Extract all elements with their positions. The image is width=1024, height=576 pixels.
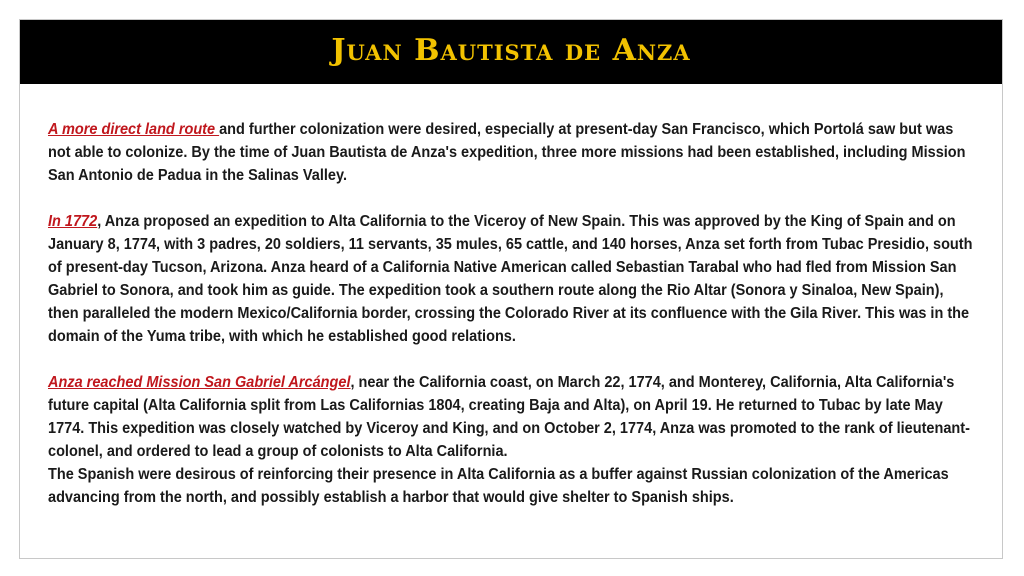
body-content bbox=[48, 118, 978, 509]
paragraph-text: , near the California coast, on March 22, 1774, and Monterey, California, Alta California's future capital (Alta California split from Las Californias 1804, creating Baja and Alta), on April 19. He returned to Tubac by late May 1774. This expedition was closely watched by Viceroy and King, and on October 2, 1774, Anza was promoted to the rank of lieutenant-colonel, and ordered to lead a group of colonists to Alta California. bbox=[48, 374, 970, 460]
paragraph-1772 bbox=[48, 210, 978, 348]
slide-title: Juan Bautista de Anza bbox=[331, 32, 691, 68]
paragraph-text: , Anza proposed an expedition to Alta California to the Viceroy of New Spain. This was approved by the King of Spain and on January 8, 1774, with 3 padres, 20 soldiers, 11 servants, 35 mules, 65 cattle, and 140 horses, Anza set forth from Tubac Presidio, south of present-day Tucson, Arizona. Anza heard of a California Native American called Sebastian Tarabal who had fled from Mission San Gabriel to Sonora, and took him as guide. The expedition took a southern route along the Rio Altar (Sonora y Sinaloa, New Spain), then paralleled the modern Mexico/California border, crossing the Colorado River at its confluence with the Gila River. This was in the domain of the Yuma tribe, with which he established good relations. bbox=[48, 213, 973, 345]
paragraph-spanish-presence bbox=[48, 463, 978, 509]
slide bbox=[19, 19, 1003, 559]
link-mission-san-gabriel[interactable]: Anza reached Mission San Gabriel Arcángel bbox=[48, 374, 351, 391]
link-in-1772[interactable]: In 1772 bbox=[48, 213, 98, 230]
link-direct-land-route[interactable]: A more direct land route bbox=[48, 121, 220, 138]
paragraph-land-route bbox=[48, 118, 978, 187]
title-bar bbox=[20, 20, 1002, 84]
paragraph-text: and further colonization were desired, especially at present-day San Francisco, which Portolá saw but was not able to colonize. By the time of Juan Bautista de Anza's expedition, three more missions had been established, including Mission San Antonio de Padua in the Salinas Valley. bbox=[48, 121, 966, 184]
paragraph-text: The Spanish were desirous of reinforcing their presence in Alta California as a buffer against Russian colonization of the Americas advancing from the north, and possibly establish a harbor that would give shelter to Spanish ships. bbox=[48, 466, 949, 506]
paragraph-san-gabriel bbox=[48, 371, 978, 463]
